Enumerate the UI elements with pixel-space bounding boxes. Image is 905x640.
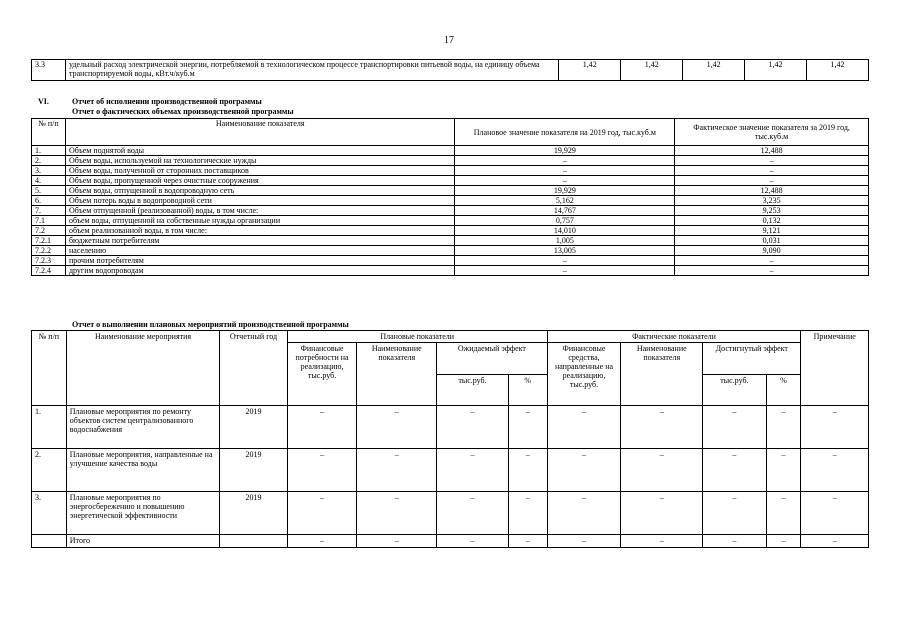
value-cell: – bbox=[437, 535, 509, 548]
fact-value: 12,488 bbox=[675, 186, 869, 196]
energy-consumption-table bbox=[31, 59, 869, 81]
value-cell: 1,42 bbox=[621, 60, 683, 81]
plan-value: 5,162 bbox=[455, 196, 675, 206]
table-row bbox=[32, 196, 869, 206]
table-row bbox=[32, 236, 869, 246]
row-number bbox=[32, 535, 67, 548]
table-row bbox=[32, 186, 869, 196]
value-cell: – bbox=[621, 492, 703, 535]
measure-name: Итого bbox=[66, 535, 219, 548]
row-number: 7.1 bbox=[32, 216, 66, 226]
value-cell: 1,42 bbox=[807, 60, 869, 81]
header-fact-fin: Финансовые средства, направленные на реализацию, тыс.руб. bbox=[547, 343, 621, 406]
fact-value: 9,090 bbox=[675, 246, 869, 256]
plan-value: – bbox=[455, 166, 675, 176]
value-cell: – bbox=[766, 449, 801, 492]
table-row bbox=[32, 216, 869, 226]
indicator-name: прочим потребителям bbox=[65, 256, 455, 266]
value-cell: – bbox=[703, 492, 766, 535]
indicator-name: населению bbox=[65, 246, 455, 256]
row-number: 6. bbox=[32, 196, 66, 206]
fact-value: 12,488 bbox=[675, 146, 869, 156]
table-header-row bbox=[32, 119, 869, 146]
plan-value: 19,929 bbox=[455, 146, 675, 156]
header-plan-fin: Финансовые потребности на реализацию, тыс.руб. bbox=[287, 343, 357, 406]
header-name: Наименование мероприятия bbox=[66, 331, 219, 406]
indicator-name: Объем воды, пропущенной через очистные сооружения bbox=[65, 176, 455, 186]
indicator-name: Объем отпущенной (реализованной) воды, в том числе: bbox=[65, 206, 455, 216]
table-row bbox=[32, 492, 869, 535]
header-pct: % bbox=[766, 374, 801, 406]
section-number: VI. bbox=[38, 97, 49, 106]
plan-value: – bbox=[455, 266, 675, 276]
value-cell: – bbox=[287, 535, 357, 548]
value-cell: – bbox=[357, 406, 437, 449]
value-cell: – bbox=[437, 492, 509, 535]
indicator-name: Объем воды, отпущенной в водопроводную сеть bbox=[65, 186, 455, 196]
value-cell: – bbox=[703, 406, 766, 449]
row-number: 5. bbox=[32, 186, 66, 196]
value-cell: – bbox=[547, 535, 621, 548]
measures-title: Отчет о выполнении плановых мероприятий производственной программы bbox=[72, 320, 349, 329]
page-number: 17 bbox=[444, 35, 454, 46]
report-year: 2019 bbox=[220, 406, 288, 449]
indicator-name: Объем воды, используемой на технологические нужды bbox=[65, 156, 455, 166]
value-cell: – bbox=[621, 535, 703, 548]
plan-value: – bbox=[455, 156, 675, 166]
header-fact-indicator: Наименование показателя bbox=[621, 343, 703, 406]
section-title: Отчет об исполнении производственной программы bbox=[72, 97, 262, 106]
fact-value: 9,253 bbox=[675, 206, 869, 216]
fact-value: 0,031 bbox=[675, 236, 869, 246]
value-cell: – bbox=[508, 492, 547, 535]
value-cell: – bbox=[357, 492, 437, 535]
measure-name: Плановые мероприятия по энергосбережению и повышению энергетической эффективности bbox=[66, 492, 219, 535]
row-number: 3. bbox=[32, 166, 66, 176]
indicator-name: бюджетным потребителям bbox=[65, 236, 455, 246]
value-cell: – bbox=[801, 492, 869, 535]
indicator-name: Объем воды, полученной от сторонних поставщиков bbox=[65, 166, 455, 176]
header-num: № п/п bbox=[32, 119, 66, 146]
value-cell: – bbox=[357, 535, 437, 548]
report-year bbox=[220, 535, 288, 548]
fact-value: 9,121 bbox=[675, 226, 869, 236]
header-pct: % bbox=[508, 374, 547, 406]
fact-value: 3,235 bbox=[675, 196, 869, 206]
plan-value: 19,929 bbox=[455, 186, 675, 196]
value-cell: – bbox=[801, 449, 869, 492]
value-cell: – bbox=[547, 406, 621, 449]
fact-value: – bbox=[675, 266, 869, 276]
table-row bbox=[32, 246, 869, 256]
value-cell: – bbox=[766, 492, 801, 535]
table-row bbox=[32, 60, 869, 81]
section-subtitle: Отчет о фактических объемах производственной программы bbox=[72, 107, 294, 116]
indicator-name: объем воды, отпущенной на собственные нужды организации bbox=[65, 216, 455, 226]
measure-name: Плановые мероприятия, направленные на улучшение качества воды bbox=[66, 449, 219, 492]
value-cell: – bbox=[703, 535, 766, 548]
value-cell: 1,42 bbox=[559, 60, 621, 81]
header-note: Примечание bbox=[801, 331, 869, 406]
indicator-name: Объем потерь воды в водопроводной сети bbox=[65, 196, 455, 206]
header-plan: Плановое значение показателя на 2019 год, тыс.куб.м bbox=[455, 119, 675, 146]
plan-value: – bbox=[455, 176, 675, 186]
value-cell: 1,42 bbox=[683, 60, 745, 81]
row-number: 2. bbox=[32, 449, 67, 492]
report-year: 2019 bbox=[220, 492, 288, 535]
table-row bbox=[32, 256, 869, 266]
table-row bbox=[32, 176, 869, 186]
row-number: 3.3 bbox=[32, 60, 66, 81]
value-cell: – bbox=[437, 406, 509, 449]
value-cell: – bbox=[357, 449, 437, 492]
table-row bbox=[32, 266, 869, 276]
row-number: 7. bbox=[32, 206, 66, 216]
value-cell: – bbox=[287, 492, 357, 535]
value-cell: – bbox=[801, 406, 869, 449]
plan-value: 14,767 bbox=[455, 206, 675, 216]
header-plan: Плановые показатели bbox=[287, 331, 547, 343]
fact-value: – bbox=[675, 166, 869, 176]
row-number: 7.2.1 bbox=[32, 236, 66, 246]
header-fact: Фактические показатели bbox=[547, 331, 801, 343]
plan-value: – bbox=[455, 256, 675, 266]
value-cell: – bbox=[766, 406, 801, 449]
indicator-name: другим водопроводам bbox=[65, 266, 455, 276]
value-cell: – bbox=[508, 535, 547, 548]
row-number: 7.2 bbox=[32, 226, 66, 236]
actual-volumes-table bbox=[31, 118, 869, 276]
header-fact: Фактическое значение показателя за 2019 год, тыс.куб.м bbox=[675, 119, 869, 146]
header-num: № п/п bbox=[32, 331, 67, 406]
measure-name: Плановые мероприятия по ремонту объектов систем централизованного водоснабжения bbox=[66, 406, 219, 449]
value-cell: – bbox=[547, 449, 621, 492]
header-rub: тыс.руб. bbox=[437, 374, 509, 406]
row-number: 2. bbox=[32, 156, 66, 166]
value-cell: – bbox=[508, 406, 547, 449]
value-cell: – bbox=[766, 535, 801, 548]
indicator-name: объем реализованной воды, в том числе: bbox=[65, 226, 455, 236]
header-fact-effect: Достигнутый эффект bbox=[703, 343, 801, 375]
plan-value: 14,010 bbox=[455, 226, 675, 236]
fact-value: – bbox=[675, 256, 869, 266]
table-row bbox=[32, 156, 869, 166]
header-rub: тыс.руб. bbox=[703, 374, 766, 406]
plan-value: 0,757 bbox=[455, 216, 675, 226]
value-cell: – bbox=[801, 535, 869, 548]
value-cell: – bbox=[621, 449, 703, 492]
value-cell: – bbox=[287, 449, 357, 492]
table-row bbox=[32, 166, 869, 176]
row-number: 7.2.4 bbox=[32, 266, 66, 276]
row-number: 1. bbox=[32, 406, 67, 449]
value-cell: – bbox=[508, 449, 547, 492]
row-number: 3. bbox=[32, 492, 67, 535]
report-year: 2019 bbox=[220, 449, 288, 492]
table-row bbox=[32, 535, 869, 548]
header-name: Наименование показателя bbox=[65, 119, 455, 146]
table-row bbox=[32, 406, 869, 449]
indicator-name: удельный расход электрической энергии, потребляемой в технологическом процессе транспортировки питьевой воды, на единицу объема транспортируемой воды, кВт.ч/куб.м bbox=[65, 60, 558, 81]
row-number: 4. bbox=[32, 176, 66, 186]
table-row bbox=[32, 226, 869, 236]
planned-measures-table bbox=[31, 330, 869, 548]
header-plan-effect: Ожидаемый эффект bbox=[437, 343, 548, 375]
table-row bbox=[32, 449, 869, 492]
row-number: 7.2.2 bbox=[32, 246, 66, 256]
fact-value: – bbox=[675, 176, 869, 186]
value-cell: – bbox=[547, 492, 621, 535]
fact-value: 0,132 bbox=[675, 216, 869, 226]
plan-value: 1,005 bbox=[455, 236, 675, 246]
table-row bbox=[32, 146, 869, 156]
table-header-row bbox=[32, 331, 869, 343]
table-row bbox=[32, 206, 869, 216]
value-cell: – bbox=[287, 406, 357, 449]
indicator-name: Объем поднятой воды bbox=[65, 146, 455, 156]
row-number: 1. bbox=[32, 146, 66, 156]
row-number: 7.2.3 bbox=[32, 256, 66, 266]
value-cell: – bbox=[703, 449, 766, 492]
value-cell: 1,42 bbox=[745, 60, 807, 81]
value-cell: – bbox=[621, 406, 703, 449]
fact-value: – bbox=[675, 156, 869, 166]
plan-value: 13,005 bbox=[455, 246, 675, 256]
header-plan-indicator: Наименование показателя bbox=[357, 343, 437, 406]
header-year: Отчетный год bbox=[220, 331, 288, 406]
value-cell: – bbox=[437, 449, 509, 492]
